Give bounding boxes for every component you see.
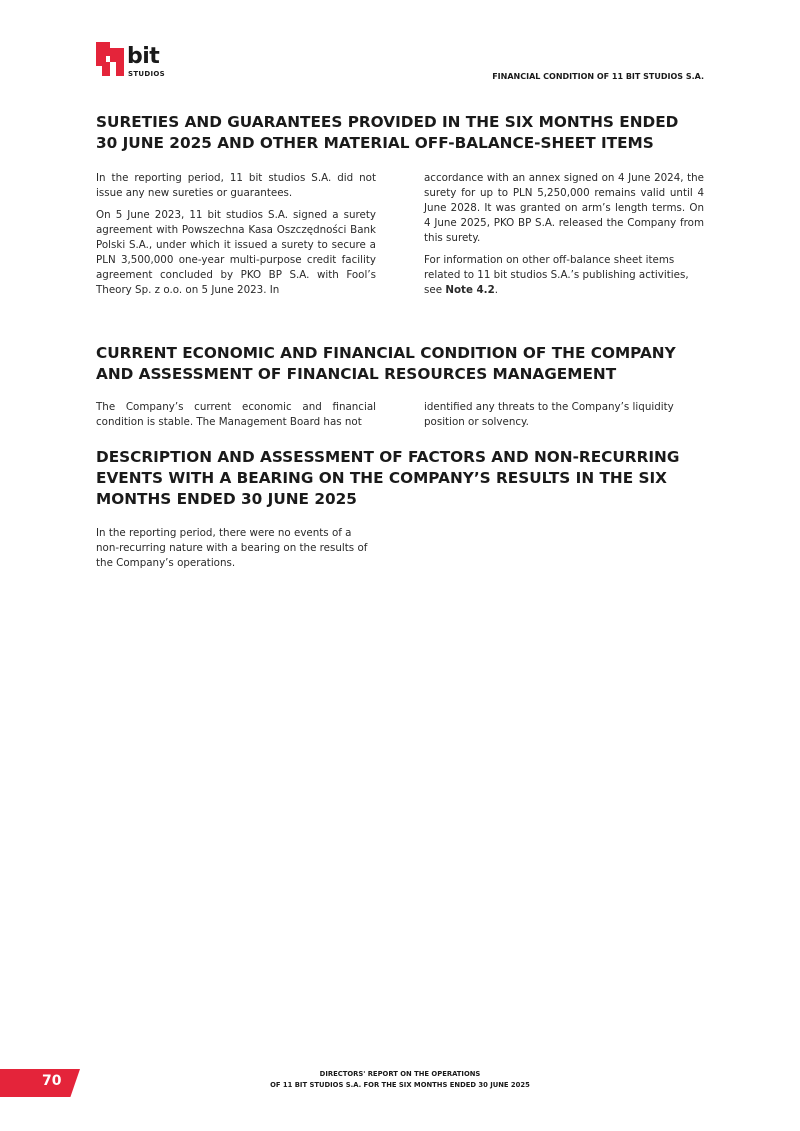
paragraph: The Company’s current economic and financial condition is stable. The Management Board has not [96, 401, 376, 428]
logo-text: bit [127, 44, 160, 69]
paragraph: In the reporting period, there were no events of a non-recurring nature with a bearing on the results of the Company’s operations. [96, 527, 368, 569]
paragraph [424, 253, 704, 298]
logo-mark-icon [96, 42, 128, 76]
paragraph: On 5 June 2023, 11 bit studios S.A. signed a surety agreement with Powszechna Kasa Oszczędności Bank Polski S.A., under which it issued a surety to secure a PLN 3,500,000 one-year multi-purpose credit facility agreement concluded by PKO BP S.A. with Fool’s Theory Sp. z o.o. on 5 June 2023. In [96, 209, 376, 296]
page-header-title: FINANCIAL CONDITION OF 11 BIT STUDIOS S.A. [492, 72, 704, 81]
page-number-badge [0, 1069, 80, 1097]
section-heading-sureties: SURETIES AND GUARANTEES PROVIDED IN THE SIX MONTHS ENDED 30 JUNE 2025 AND OTHER MATERIAL OFF-BALANCE-SHEET ITEMS [96, 113, 679, 152]
section-events-left-column [96, 526, 376, 578]
section-sureties-left-column [96, 171, 376, 305]
section-sureties-right-column [424, 171, 704, 305]
section-heading-non-recurring-events: DESCRIPTION AND ASSESSMENT OF FACTORS AND NON-RECURRING EVENTS WITH A BEARING ON THE COMPANY’S RESULTS IN THE SIX MONTHS ENDED 30 JUNE 2025 [96, 448, 680, 508]
paragraph: identified any threats to the Company’s liquidity position or solvency. [424, 401, 674, 428]
paragraph-text: For information on other off-balance sheet items related to 11 bit studios S.A.’s publishing activities, see [424, 254, 689, 296]
section-heading-financial-condition: CURRENT ECONOMIC AND FINANCIAL CONDITION OF THE COMPANY AND ASSESSMENT OF FINANCIAL RESOURCES MANAGEMENT [96, 344, 676, 383]
footer-line-2: OF 11 BIT STUDIOS S.A. FOR THE SIX MONTHS ENDED 30 JUNE 2025 [270, 1081, 530, 1089]
paragraph-end: . [494, 284, 499, 296]
footer-line-1: DIRECTORS' REPORT ON THE OPERATIONS [319, 1070, 481, 1078]
paragraph: In the reporting period, 11 bit studios S.A. did not issue any new sureties or guarantees. [96, 172, 376, 199]
logo-subtext: STUDIOS [128, 70, 166, 78]
company-logo [96, 42, 172, 84]
section-condition-right-column [424, 400, 704, 437]
section-condition-left-column [96, 400, 376, 437]
paragraph: accordance with an annex signed on 4 June 2024, the surety for up to PLN 5,250,000 remains valid until 4 June 2028. It was granted on arm’s length terms. On 4 June 2025, PKO BP S.A. released the Company from this surety. [424, 172, 704, 244]
note-reference-link[interactable]: Note 4.2 [445, 284, 495, 296]
page-number: 70 [42, 1073, 62, 1089]
